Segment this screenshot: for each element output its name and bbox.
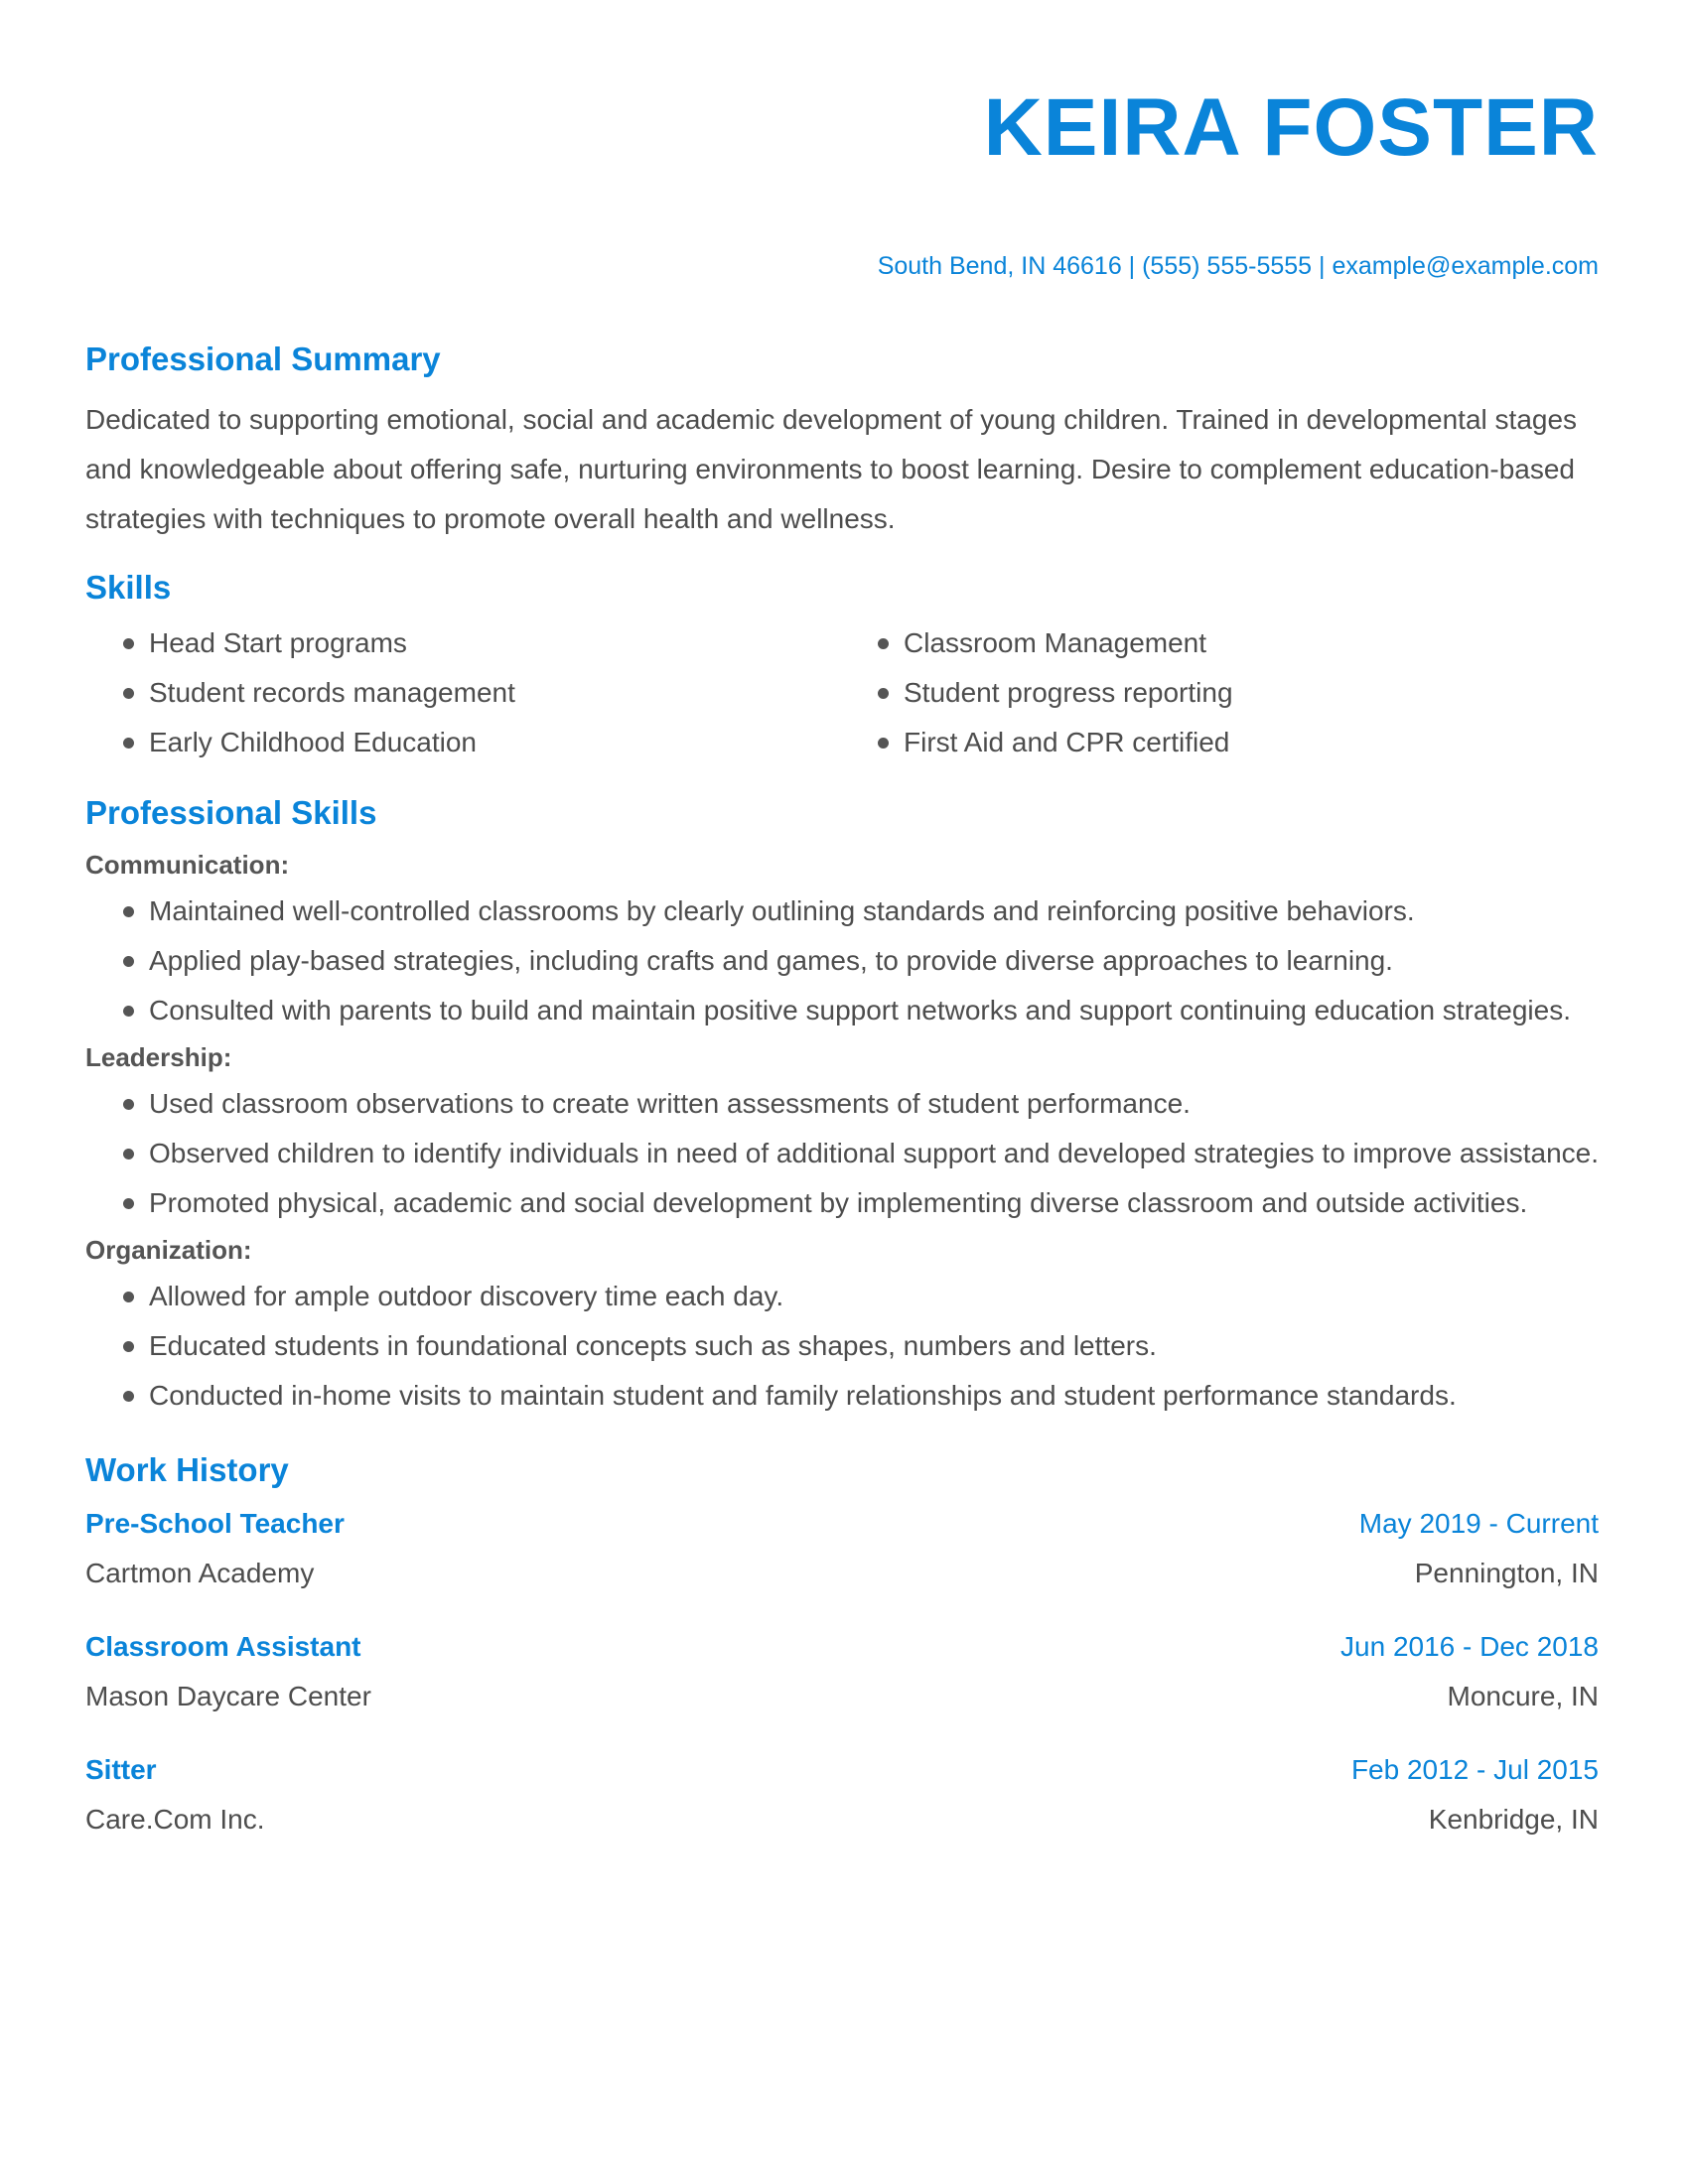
job-entry bbox=[85, 1622, 1599, 1721]
achievement-item: Observed children to identify individuals in need of additional support and developed strategies to improve assistance. bbox=[85, 1129, 1599, 1178]
skill-group-organization bbox=[85, 1228, 1599, 1421]
skill-item: Early Childhood Education bbox=[85, 718, 840, 767]
job-title: Pre-School Teacher bbox=[85, 1508, 345, 1540]
job-detail-row bbox=[85, 1549, 1599, 1598]
skill-group-heading: Organization: bbox=[85, 1234, 252, 1265]
job-dates: Jun 2016 - Dec 2018 bbox=[1340, 1631, 1599, 1663]
skill-group-communication bbox=[85, 843, 1599, 1035]
achievement-item: Used classroom observations to create written assessments of student performance. bbox=[85, 1079, 1599, 1129]
summary-section bbox=[85, 340, 1599, 544]
job-entry bbox=[85, 1745, 1599, 1844]
achievement-item: Maintained well-controlled classrooms by clearly outlining standards and reinforcing positive behaviors. bbox=[85, 887, 1599, 936]
work-history-section bbox=[85, 1450, 1599, 1845]
skills-left-column bbox=[85, 618, 840, 767]
skill-item: Head Start programs bbox=[85, 618, 840, 668]
job-company: Mason Daycare Center bbox=[85, 1681, 371, 1712]
job-dates: Feb 2012 - Jul 2015 bbox=[1350, 1754, 1599, 1786]
resume-body bbox=[85, 340, 1599, 1844]
skill-group-leadership bbox=[85, 1035, 1599, 1228]
skills-title: Skills bbox=[85, 568, 172, 606]
contact-info: South Bend, IN 46616 | (555) 555-5555 | example@example.com bbox=[877, 252, 1599, 280]
skill-group-list bbox=[85, 1272, 1599, 1421]
job-company: Cartmon Academy bbox=[85, 1558, 315, 1589]
achievement-item: Conducted in-home visits to maintain student and family relationships and student performance standards. bbox=[85, 1371, 1599, 1421]
professional-skills-title: Professional Skills bbox=[85, 794, 377, 832]
achievement-item: Applied play-based strategies, including crafts and games, to provide diverse approaches to learning. bbox=[85, 936, 1599, 986]
professional-skills-section bbox=[85, 793, 1599, 1421]
skill-group-heading: Communication: bbox=[85, 849, 290, 880]
skill-group-list bbox=[85, 1079, 1599, 1228]
job-detail-row bbox=[85, 1672, 1599, 1721]
summary-text: Dedicated to supporting emotional, social and academic development of young children. Trained in developmental stages and knowledgeable about offering safe, nurturing environments to boost learning. Desire to complement education-based strategies with techniques to promote overall health and wellness. bbox=[85, 403, 1578, 534]
achievement-item: Consulted with parents to build and maintain positive support networks and support continuing education strategies. bbox=[85, 986, 1599, 1035]
skill-item: Classroom Management bbox=[840, 618, 1599, 668]
job-company: Care.Com Inc. bbox=[85, 1804, 265, 1836]
job-header-row bbox=[85, 1499, 1599, 1549]
skill-group-heading: Leadership: bbox=[85, 1041, 232, 1072]
job-header-row bbox=[85, 1622, 1599, 1672]
candidate-name: KEIRA FOSTER bbox=[983, 82, 1599, 173]
skill-item: First Aid and CPR certified bbox=[840, 718, 1599, 767]
job-title: Sitter bbox=[85, 1754, 157, 1786]
skills-section bbox=[85, 568, 1599, 768]
achievement-item: Allowed for ample outdoor discovery time each day. bbox=[85, 1272, 1599, 1321]
job-dates: May 2019 - Current bbox=[1358, 1508, 1599, 1540]
skill-item: Student records management bbox=[85, 668, 840, 718]
job-header-row bbox=[85, 1745, 1599, 1795]
job-detail-row bbox=[85, 1795, 1599, 1844]
job-location: Kenbridge, IN bbox=[1428, 1804, 1599, 1836]
skill-group-list bbox=[85, 887, 1599, 1035]
work-history-title: Work History bbox=[85, 1450, 289, 1488]
achievement-item: Educated students in foundational concepts such as shapes, numbers and letters. bbox=[85, 1321, 1599, 1371]
job-entry bbox=[85, 1499, 1599, 1598]
job-title: Classroom Assistant bbox=[85, 1631, 361, 1663]
achievement-item: Promoted physical, academic and social development by implementing diverse classroom and outside activities. bbox=[85, 1178, 1599, 1228]
summary-title: Professional Summary bbox=[85, 341, 441, 377]
job-location: Moncure, IN bbox=[1447, 1681, 1599, 1712]
skills-right-column bbox=[840, 618, 1599, 767]
skill-item: Student progress reporting bbox=[840, 668, 1599, 718]
job-location: Pennington, IN bbox=[1414, 1558, 1599, 1589]
skills-grid bbox=[85, 618, 1599, 767]
